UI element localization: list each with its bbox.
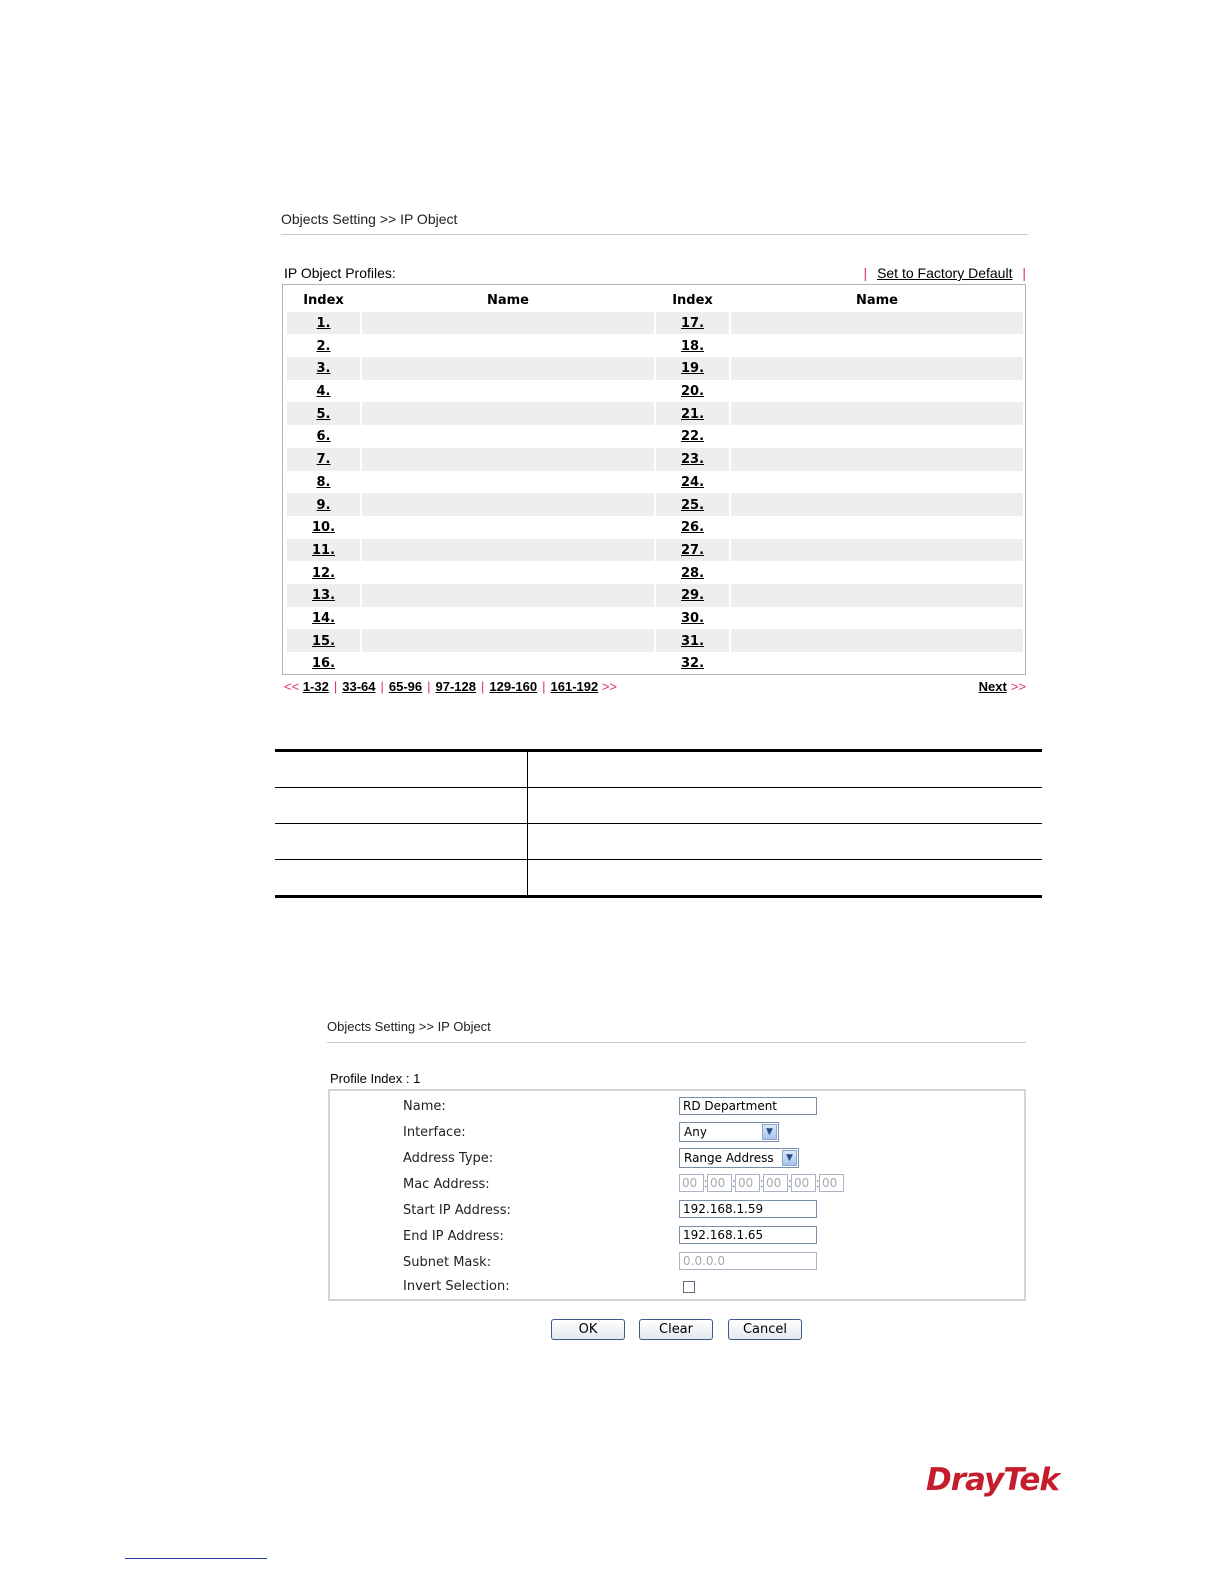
name-cell <box>362 380 654 403</box>
name-cell <box>362 561 654 584</box>
name-cell <box>731 584 1023 607</box>
page-link-33-64[interactable]: 33-64 <box>342 679 376 694</box>
page-link-65-96[interactable]: 65-96 <box>388 679 423 694</box>
name-cell <box>362 425 654 448</box>
footer-divider <box>125 1558 267 1559</box>
profile-index-link[interactable]: 19. <box>680 361 705 377</box>
table-cell <box>528 860 1043 897</box>
name-cell <box>362 402 654 425</box>
column-header-index: Index <box>303 292 344 308</box>
index-cell <box>287 652 360 675</box>
separator: | <box>863 265 868 281</box>
mac-octet-1-input[interactable]: 00 <box>679 1174 704 1192</box>
index-cell <box>656 380 729 403</box>
subnet-mask-label: Subnet Mask: <box>403 1255 492 1270</box>
profile-index-link[interactable]: 20. <box>680 384 705 400</box>
table-cell <box>275 751 528 788</box>
name-cell <box>731 471 1023 494</box>
index-cell <box>287 312 360 335</box>
list-breadcrumb: Objects Setting >> IP Object <box>281 211 458 227</box>
separator: | <box>333 679 338 694</box>
profile-index-link[interactable]: 31. <box>680 633 705 649</box>
index-cell <box>656 607 729 630</box>
mac-octet-6-input[interactable]: 00 <box>819 1174 844 1192</box>
next-arrow: >> <box>1010 679 1026 694</box>
index-cell <box>656 334 729 357</box>
mac-octet-3-input[interactable]: 00 <box>735 1174 760 1192</box>
profile-index-label: Profile Index : 1 <box>330 1071 421 1086</box>
table-cell <box>275 788 528 824</box>
name-cell <box>362 539 654 562</box>
name-cell <box>362 471 654 494</box>
profile-index-link[interactable]: 7. <box>316 452 331 468</box>
separator: | <box>380 679 384 694</box>
table-row <box>287 516 1023 539</box>
name-input[interactable]: RD Department <box>679 1097 817 1115</box>
table-row <box>275 751 1042 788</box>
interface-label: Interface: <box>403 1125 466 1140</box>
name-cell <box>362 334 654 357</box>
interface-selected-value: Any <box>684 1125 707 1139</box>
profile-index-link[interactable]: 14. <box>311 610 336 626</box>
profile-index-link[interactable]: 6. <box>316 429 331 445</box>
clear-button[interactable]: Clear <box>639 1319 713 1340</box>
index-cell <box>287 516 360 539</box>
profile-index-link[interactable]: 27. <box>680 542 705 558</box>
mac-octet-5-input[interactable]: 00 <box>791 1174 816 1192</box>
table-row <box>287 561 1023 584</box>
profile-form-box <box>328 1089 1026 1301</box>
column-header-name: Name <box>855 292 898 308</box>
name-cell <box>362 652 654 675</box>
separator: | <box>542 679 546 694</box>
profile-index-link[interactable]: 32. <box>680 656 705 672</box>
ok-button[interactable]: OK <box>551 1319 625 1340</box>
draytek-logo: DrayTek <box>926 1462 1059 1498</box>
profiles-table-body <box>287 312 1023 675</box>
name-cell <box>731 629 1023 652</box>
profiles-table <box>285 289 1025 675</box>
name-cell <box>731 402 1023 425</box>
table-row <box>275 788 1042 824</box>
name-cell <box>362 493 654 516</box>
table-row <box>287 357 1023 380</box>
mac-separator: : <box>816 1176 820 1190</box>
profile-index-link[interactable]: 5. <box>316 406 331 422</box>
index-cell <box>656 357 729 380</box>
index-cell <box>656 425 729 448</box>
table-row <box>275 824 1042 860</box>
index-cell <box>287 493 360 516</box>
name-cell <box>731 312 1023 335</box>
page-navigation <box>284 679 617 694</box>
name-cell <box>731 380 1023 403</box>
chevron-down-icon: ▼ <box>762 1124 777 1140</box>
table-row <box>287 312 1023 335</box>
description-table <box>275 749 1042 898</box>
profile-index-link[interactable]: 4. <box>316 384 331 400</box>
name-cell <box>731 334 1023 357</box>
mac-address-group <box>679 1174 844 1192</box>
profile-index-link[interactable]: 8. <box>316 474 331 490</box>
profile-index-link[interactable]: 9. <box>316 497 331 513</box>
subnet-mask-input[interactable]: 0.0.0.0 <box>679 1252 817 1270</box>
index-cell <box>656 584 729 607</box>
table-row <box>287 402 1023 425</box>
ip-object-profiles-label: IP Object Profiles: <box>284 265 396 281</box>
index-cell <box>287 629 360 652</box>
index-cell <box>656 629 729 652</box>
index-cell <box>656 516 729 539</box>
profile-index-link[interactable]: 15. <box>311 633 336 649</box>
invert-selection-label: Invert Selection: <box>403 1279 510 1294</box>
profile-index-link[interactable]: 21. <box>680 406 705 422</box>
page-link-97-128[interactable]: 97-128 <box>435 679 476 694</box>
mac-separator: : <box>704 1176 708 1190</box>
index-cell <box>287 380 360 403</box>
address-type-selected-value: Range Address <box>684 1151 774 1165</box>
table-row <box>287 334 1023 357</box>
profile-index-link[interactable]: 3. <box>316 361 331 377</box>
mac-separator: : <box>760 1176 764 1190</box>
mac-separator: : <box>732 1176 736 1190</box>
mac-octet-4-input[interactable]: 00 <box>763 1174 788 1192</box>
table-row <box>287 471 1023 494</box>
profile-index-link[interactable]: 23. <box>680 452 705 468</box>
name-cell <box>731 652 1023 675</box>
next-page-link[interactable]: Next <box>978 679 1007 694</box>
profiles-table-box <box>282 284 1026 675</box>
column-header-index: Index <box>672 292 713 308</box>
index-cell <box>287 471 360 494</box>
index-cell <box>287 357 360 380</box>
profile-index-link[interactable]: 25. <box>680 497 705 513</box>
table-cell <box>528 824 1043 860</box>
profile-index-link[interactable]: 16. <box>311 656 336 672</box>
index-cell <box>287 448 360 471</box>
edit-header-divider <box>327 1042 1026 1043</box>
set-to-factory-default-link[interactable]: Set to Factory Default <box>877 265 1013 281</box>
name-cell <box>731 493 1023 516</box>
table-cell <box>528 751 1043 788</box>
profile-index-link[interactable]: 24. <box>680 474 705 490</box>
index-cell <box>287 425 360 448</box>
mac-address-label: Mac Address: <box>403 1177 490 1192</box>
index-cell <box>656 652 729 675</box>
index-cell <box>656 402 729 425</box>
profile-index-link[interactable]: 18. <box>680 338 705 354</box>
table-row <box>287 380 1023 403</box>
column-header-name: Name <box>486 292 529 308</box>
profile-index-link[interactable]: 22. <box>680 429 705 445</box>
index-cell <box>656 448 729 471</box>
index-cell <box>287 334 360 357</box>
index-cell <box>656 471 729 494</box>
page-link-161-192[interactable]: 161-192 <box>550 679 599 694</box>
profile-index-link[interactable]: 30. <box>680 610 705 626</box>
profile-index-link[interactable]: 29. <box>680 588 705 604</box>
table-cell <box>275 824 528 860</box>
end-ip-input[interactable]: 192.168.1.65 <box>679 1226 817 1244</box>
profile-index-link[interactable]: 1. <box>316 316 331 332</box>
page-link-1-32[interactable]: 1-32 <box>302 679 329 694</box>
address-type-label: Address Type: <box>403 1151 494 1166</box>
table-row <box>287 584 1023 607</box>
name-cell <box>362 584 654 607</box>
table-cell <box>528 788 1043 824</box>
table-row <box>287 425 1023 448</box>
interface-select[interactable] <box>679 1122 779 1142</box>
name-cell <box>731 516 1023 539</box>
mac-octet-2-input[interactable]: 00 <box>707 1174 732 1192</box>
table-row <box>287 652 1023 675</box>
table-row <box>287 539 1023 562</box>
table-row <box>287 629 1023 652</box>
name-cell <box>731 357 1023 380</box>
name-cell <box>362 607 654 630</box>
page-link-129-160[interactable]: 129-160 <box>489 679 538 694</box>
profile-index-link[interactable]: 2. <box>316 338 331 354</box>
index-cell <box>656 561 729 584</box>
name-cell <box>731 425 1023 448</box>
profile-index-link[interactable]: 12. <box>311 565 336 581</box>
index-cell <box>656 312 729 335</box>
start-ip-label: Start IP Address: <box>403 1203 511 1218</box>
end-ip-label: End IP Address: <box>403 1229 504 1244</box>
cancel-button[interactable]: Cancel <box>728 1319 802 1340</box>
index-cell <box>287 561 360 584</box>
separator: | <box>427 679 431 694</box>
table-row <box>275 860 1042 897</box>
name-cell <box>731 561 1023 584</box>
index-cell <box>656 539 729 562</box>
name-label: Name: <box>403 1099 446 1114</box>
index-cell <box>287 402 360 425</box>
profile-index-link[interactable]: 10. <box>311 520 336 536</box>
chevron-down-icon: ▼ <box>782 1150 797 1166</box>
table-cell <box>275 860 528 897</box>
separator: | <box>481 679 485 694</box>
name-cell <box>362 357 654 380</box>
table-row <box>287 448 1023 471</box>
name-cell <box>362 312 654 335</box>
start-ip-input[interactable]: 192.168.1.59 <box>679 1200 817 1218</box>
list-header-divider <box>281 234 1028 235</box>
table-row <box>287 607 1023 630</box>
address-type-select[interactable] <box>679 1148 799 1168</box>
name-cell <box>731 607 1023 630</box>
profile-index-link[interactable]: 28. <box>680 565 705 581</box>
mac-separator: : <box>788 1176 792 1190</box>
profile-index-link[interactable]: 11. <box>311 542 336 558</box>
next-page-area <box>979 679 1026 694</box>
factory-default-area <box>864 265 1026 281</box>
edit-breadcrumb: Objects Setting >> IP Object <box>327 1019 491 1034</box>
name-cell <box>731 539 1023 562</box>
index-cell <box>287 584 360 607</box>
index-cell <box>656 493 729 516</box>
profile-index-link[interactable]: 13. <box>311 588 336 604</box>
index-cell <box>287 539 360 562</box>
table-row <box>287 493 1023 516</box>
next-arrow: >> <box>601 679 618 694</box>
index-cell <box>287 607 360 630</box>
name-cell <box>362 516 654 539</box>
separator: | <box>1022 265 1026 281</box>
profile-index-link[interactable]: 26. <box>680 520 705 536</box>
prev-arrow: << <box>284 679 300 694</box>
name-cell <box>362 448 654 471</box>
name-cell <box>731 448 1023 471</box>
invert-selection-checkbox[interactable] <box>683 1281 695 1293</box>
profile-index-link[interactable]: 17. <box>680 316 705 332</box>
name-cell <box>362 629 654 652</box>
